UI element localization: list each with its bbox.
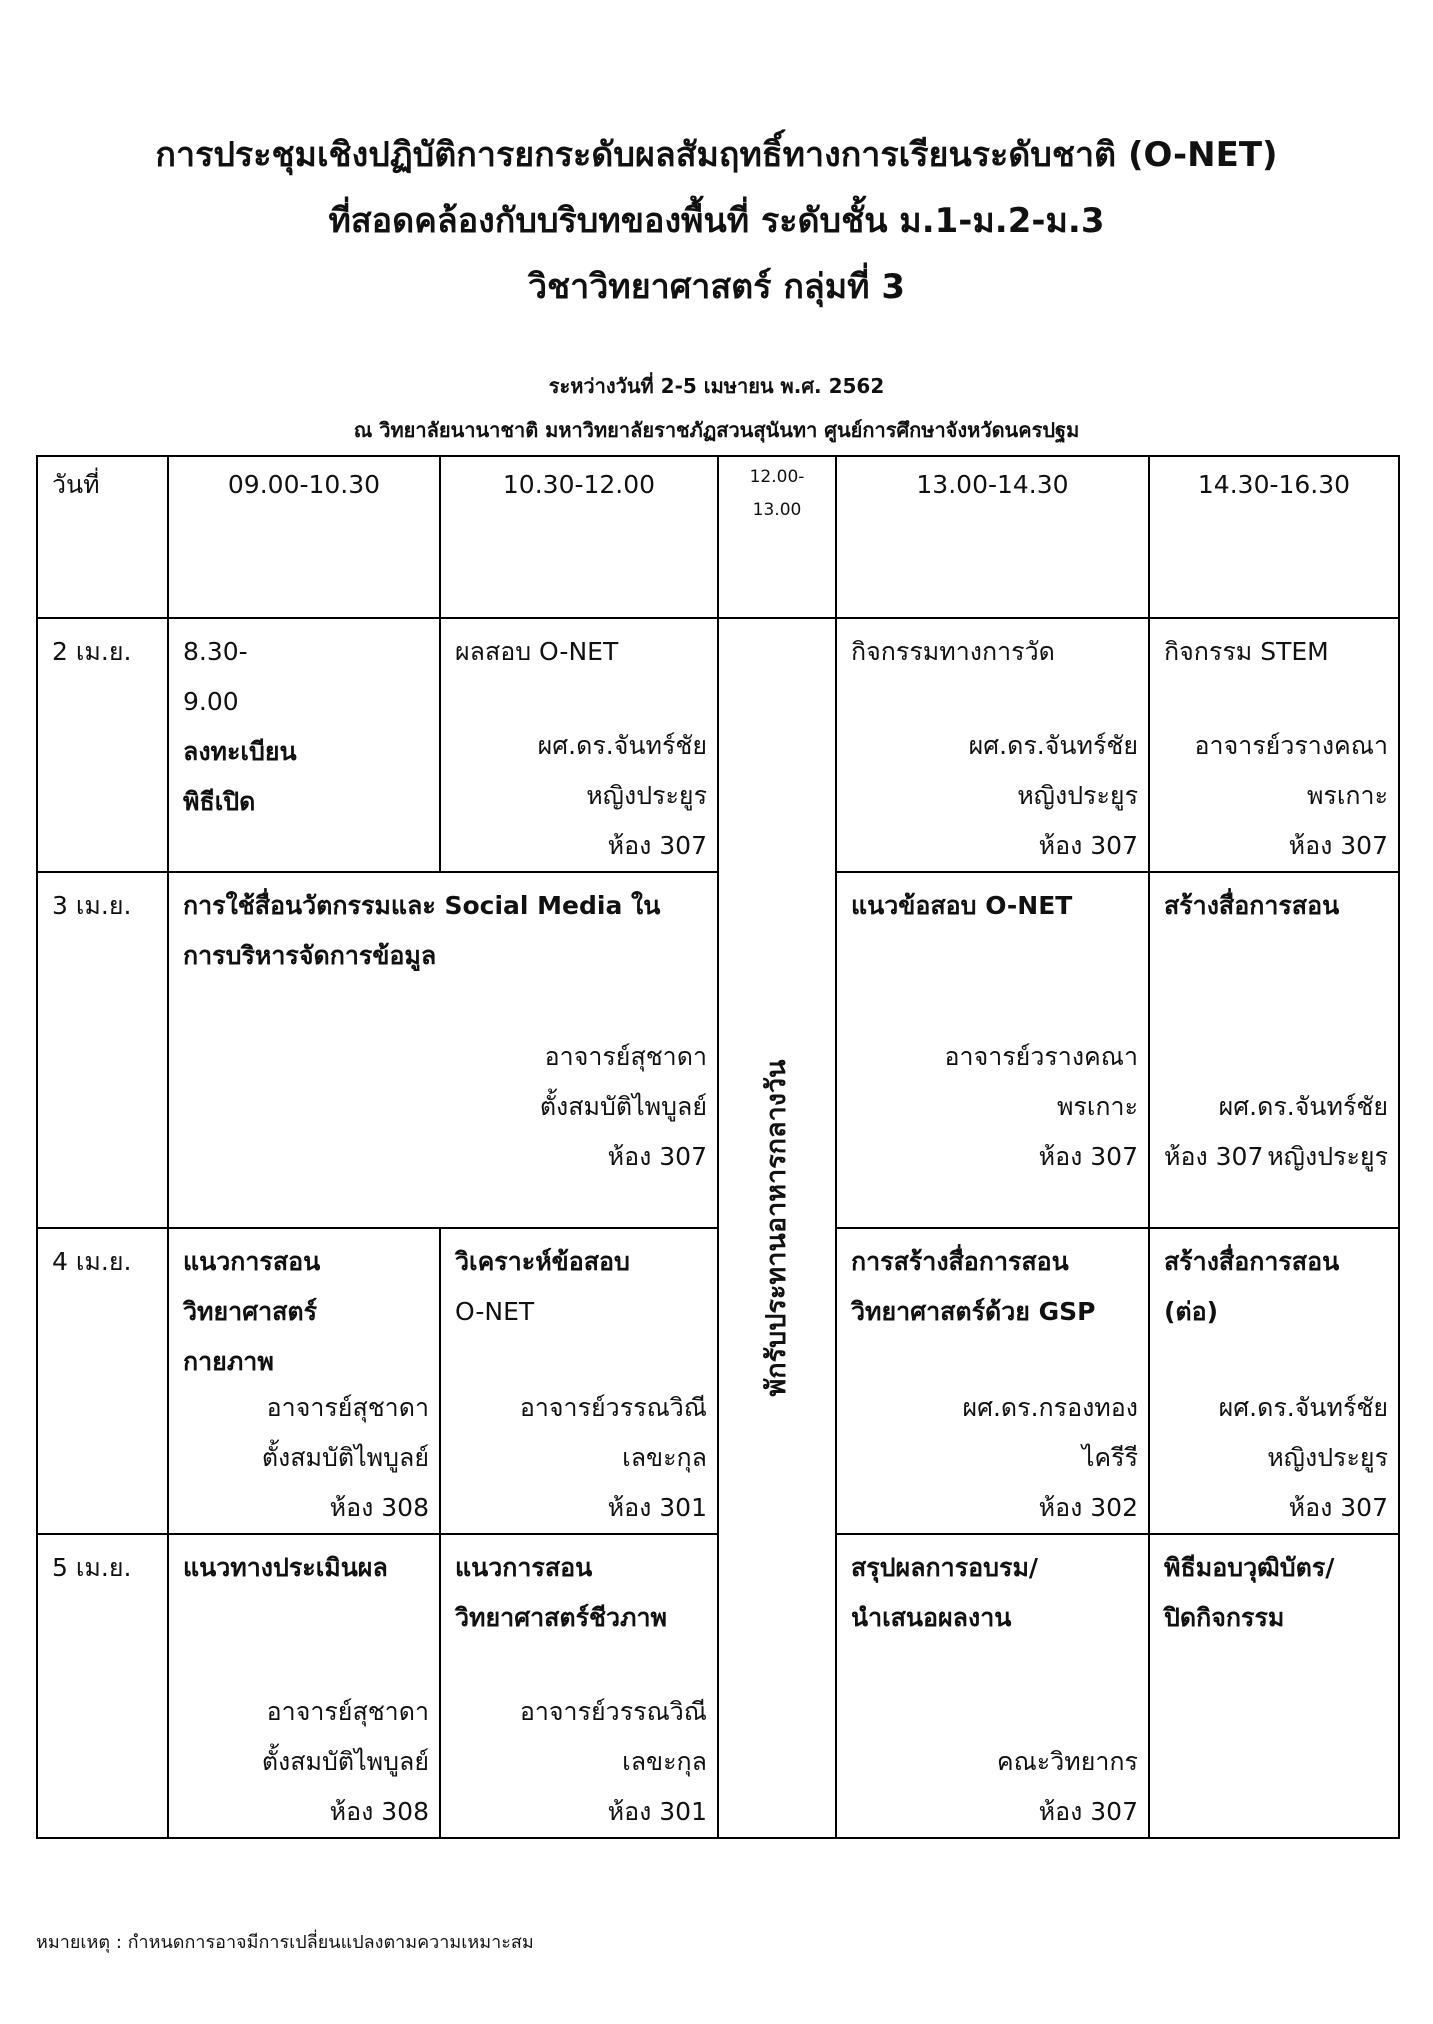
- header-lunch-start: 12.00-: [749, 467, 805, 487]
- room-label: ห้อง 307: [1288, 1493, 1388, 1522]
- speaker-name: ผศ.ดร.กรองทอง: [962, 1393, 1138, 1422]
- speaker-name: อาจารย์วรรณวิณี: [519, 1697, 707, 1726]
- lunch-cell: [718, 618, 836, 1838]
- speaker-name: ผศ.ดร.จันทร์ชัย: [537, 731, 707, 760]
- session-title: วิทยาศาสตร์ชีวภาพ: [455, 1603, 668, 1632]
- speaker-name: คณะวิทยากร: [996, 1747, 1138, 1776]
- speaker-surname: ตั้งสมบัติไพบูลย์: [261, 1443, 429, 1472]
- session-cell: [1149, 872, 1399, 1228]
- header-time-3: 13.00-14.30: [836, 456, 1149, 618]
- lunch-break-label: พักรับประทานอาหารกลางวัน: [761, 1059, 792, 1397]
- session-cell: [440, 618, 718, 872]
- day-cell: 3 เม.ย.: [37, 872, 168, 1228]
- session-title: การใช้สื่อนวัตกรรมและ Social Media ใน: [183, 891, 661, 920]
- speaker-surname: พรเกาะ: [1056, 1092, 1138, 1121]
- session-title: วิทยาศาสตร์: [183, 1297, 318, 1326]
- speaker-surname: เลขะกุล: [622, 1443, 707, 1472]
- header-lunch: [718, 456, 836, 618]
- session-title: O-NET: [455, 1297, 535, 1326]
- session-title: นำเสนอผลงาน: [851, 1603, 1012, 1632]
- session-title: สรุปผลการอบรม/: [851, 1553, 1039, 1582]
- speaker-name: อาจารย์สุชาดา: [544, 1042, 707, 1071]
- speaker-surname: หญิงประยูร: [586, 781, 707, 810]
- session-title: แนวการสอน: [183, 1247, 321, 1276]
- date-line: ระหว่างวันที่ 2-5 เมษายน พ.ศ. 2562: [548, 374, 885, 398]
- session-title: ผลสอบ O-NET: [455, 637, 619, 666]
- session-cell: [836, 618, 1149, 872]
- session-cell: [168, 1534, 440, 1838]
- session-title: กายภาพ: [183, 1347, 274, 1376]
- speaker-name: อาจารย์วรรณวิณี: [519, 1393, 707, 1422]
- room-label: ห้อง 301: [607, 1797, 707, 1826]
- room-label: ห้อง 307: [607, 1142, 707, 1171]
- footnote: หมายเหตุ : กำหนดการอาจมีการเปลี่ยนแปลงตามความเหมาะสม: [36, 1932, 534, 1953]
- speaker-surname: พรเกาะ: [1306, 781, 1388, 810]
- page-title-line-2: ที่สอดคล้องกับบริบทของพื้นที่ ระดับชั้น ม.1-ม.2-ม.3: [328, 201, 1105, 241]
- session-title: การบริหารจัดการข้อมูล: [183, 941, 437, 970]
- session-title: พิธีเปิด: [183, 787, 256, 816]
- session-cell: [1149, 1228, 1399, 1534]
- session-cell: [440, 1228, 718, 1534]
- speaker-name: อาจารย์สุชาดา: [266, 1697, 429, 1726]
- session-cell: [168, 1228, 440, 1534]
- speaker-surname: หญิงประยูร: [1267, 1142, 1388, 1171]
- header-row: [37, 456, 1399, 618]
- speaker-surname: เลขะกุล: [622, 1747, 707, 1776]
- session-title: การสร้างสื่อการสอน: [851, 1247, 1069, 1276]
- page-title-line-3: วิชาวิทยาศาสตร์ กลุ่มที่ 3: [527, 267, 906, 307]
- session-title: วิทยาศาสตร์ด้วย GSP: [851, 1297, 1096, 1326]
- day-cell: 2 เม.ย.: [37, 618, 168, 872]
- room-label: ห้อง 307: [1288, 831, 1388, 860]
- speaker-name: ผศ.ดร.จันทร์ชัย: [1218, 1092, 1388, 1121]
- session-cell: [836, 872, 1149, 1228]
- table-row: [37, 618, 1399, 872]
- day-cell: 5 เม.ย.: [37, 1534, 168, 1838]
- speaker-surname: ตั้งสมบัติไพบูลย์: [539, 1092, 707, 1121]
- room-label: ห้อง 307: [1164, 1142, 1264, 1171]
- header-lunch-end: 13.00: [752, 500, 802, 520]
- session-time-end: 9.00: [183, 687, 239, 716]
- room-label: ห้อง 308: [329, 1797, 429, 1826]
- session-title: ปิดกิจกรรม: [1164, 1603, 1285, 1632]
- header-time-1: 09.00-10.30: [168, 456, 440, 618]
- session-time-start: 8.30-: [183, 637, 248, 666]
- room-label: ห้อง 307: [1038, 831, 1138, 860]
- session-cell: [168, 618, 440, 872]
- day-cell: 4 เม.ย.: [37, 1228, 168, 1534]
- venue-line: ณ วิทยาลัยนานาชาติ มหาวิทยาลัยราชภัฏสวนสุนันทา ศูนย์การศึกษาจังหวัดนครปฐม: [353, 418, 1080, 442]
- room-label: ห้อง 302: [1038, 1493, 1138, 1522]
- session-title: กิจกรรมทางการวัด: [851, 637, 1055, 666]
- session-cell: [836, 1534, 1149, 1838]
- speaker-surname: หญิงประยูร: [1267, 1443, 1388, 1472]
- speaker-name: อาจารย์วรางคณา: [944, 1042, 1138, 1071]
- room-label: ห้อง 307: [1038, 1142, 1138, 1171]
- session-cell: [1149, 1534, 1399, 1838]
- session-title: กิจกรรม STEM: [1164, 637, 1329, 666]
- header-time-4: 14.30-16.30: [1149, 456, 1399, 618]
- session-title: แนวทางประเมินผล: [183, 1553, 388, 1582]
- session-title: วิเคราะห์ข้อสอบ: [455, 1247, 630, 1276]
- speaker-surname: ไครีรี: [1081, 1443, 1138, 1472]
- speaker-surname: ตั้งสมบัติไพบูลย์: [261, 1747, 429, 1776]
- speaker-surname: หญิงประยูร: [1017, 781, 1138, 810]
- session-title: สร้างสื่อการสอน: [1164, 1247, 1340, 1276]
- session-title: สร้างสื่อการสอน: [1164, 891, 1340, 920]
- header-time-2: 10.30-12.00: [440, 456, 718, 618]
- page-title-line-1: การประชุมเชิงปฏิบัติการยกระดับผลสัมฤทธิ์ทางการเรียนระดับชาติ (O-NET): [155, 135, 1278, 175]
- room-label: ห้อง 307: [1038, 1797, 1138, 1826]
- session-cell: [440, 1534, 718, 1838]
- session-title: แนวการสอน: [455, 1553, 593, 1582]
- speaker-name: อาจารย์สุชาดา: [266, 1393, 429, 1422]
- room-label: ห้อง 301: [607, 1493, 707, 1522]
- session-title: พิธีมอบวุฒิบัตร/: [1164, 1553, 1335, 1582]
- session-cell: [836, 1228, 1149, 1534]
- session-cell: [1149, 618, 1399, 872]
- room-label: ห้อง 308: [329, 1493, 429, 1522]
- schedule-table: [36, 455, 1400, 1839]
- session-title: แนวข้อสอบ O-NET: [851, 891, 1073, 920]
- room-label: ห้อง 307: [607, 831, 707, 860]
- session-cell: [168, 872, 718, 1228]
- session-title: (ต่อ): [1164, 1297, 1219, 1326]
- speaker-name: ผศ.ดร.จันทร์ชัย: [968, 731, 1138, 760]
- header-day: วันที่: [37, 456, 168, 618]
- speaker-name: อาจารย์วรางคณา: [1194, 731, 1388, 760]
- session-title: ลงทะเบียน: [183, 737, 297, 766]
- speaker-name: ผศ.ดร.จันทร์ชัย: [1218, 1393, 1388, 1422]
